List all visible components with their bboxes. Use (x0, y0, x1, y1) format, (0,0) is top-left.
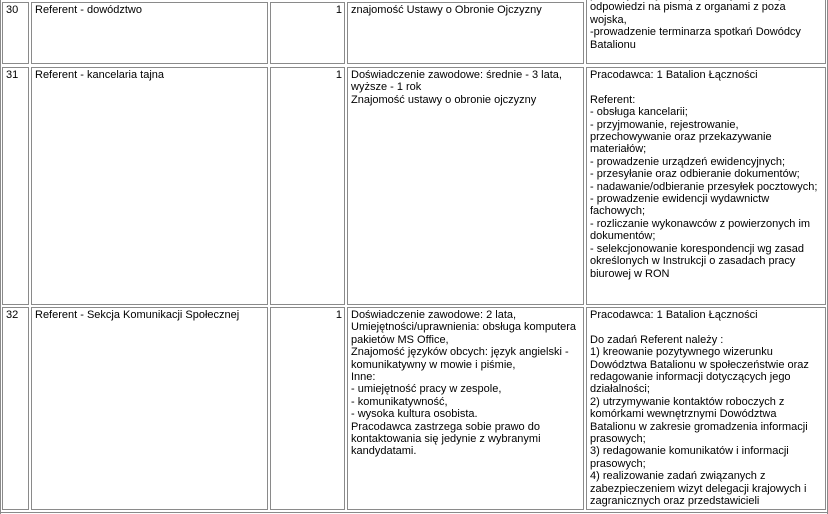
row-30-count: 1 (270, 2, 345, 64)
table-bottom-border (0, 512, 828, 513)
row-31-count: 1 (270, 67, 345, 305)
row-31-position: Referent - kancelaria tajna (31, 67, 268, 305)
row-30-number: 30 (2, 2, 29, 64)
row-32-requirements: Doświadczenie zawodowe: 2 lata, Umiejętności/uprawnienia: obsługa komputera pakietów MS Office, Znajomość języków obcych: język angielski - komunikatywny w mowie i piśmie, Inne: - umiejętność pracy w zespole, - komunikatywność, - wysoka kultura osobista. Pracodawca zastrzega sobie prawo do kontaktowania się jedynie z wybranymi kandydatami. (347, 307, 584, 510)
row-30-requirements: znajomość Ustawy o Obronie Ojczyzny (347, 2, 584, 64)
row-30-position: Referent - dowództwo (31, 2, 268, 64)
row-31-duties: Pracodawca: 1 Batalion Łączności Referent: - obsługa kancelarii; - przyjmowanie, rejestrowanie, przechowywanie oraz przekazywanie materiałów; - prowadzenie urządzeń ewidencyjnych; - przesyłanie oraz odbieranie dokumentów; - nadawanie/odbieranie przesyłek pocztowych; - prowadzenie ewidencji wydawnictw fachowych; - rozliczanie wykonawców z powierzonych im dokumentów; - selekcjonowanie korespondencji wg zasad określonych w Instrukcji o zasadach pracy biurowej w RON (586, 67, 826, 305)
row-32-number: 32 (2, 307, 29, 510)
row-31-number: 31 (2, 67, 29, 305)
row-32-count: 1 (270, 307, 345, 510)
row-32-position: Referent - Sekcja Komunikacji Społecznej (31, 307, 268, 510)
row-32-duties: Pracodawca: 1 Batalion Łączności Do zadań Referent należy : 1) kreowanie pozytywnego wizerunku Dowództwa Batalionu w społeczeństwie oraz redagowanie informacji dotyczących jego działalności; 2) utrzymywanie kontaktów roboczych z komórkami wewnętrznymi Dowództwa Batalionu w zakresie gromadzenia informacji prasowych; 3) redagowanie komunikatów i informacji prasowych; 4) realizowanie zadań związanych z zabezpieczeniem wizyt delegacji krajowych i zagranicznych oraz przedstawicieli (586, 307, 826, 510)
table-left-border (0, 0, 1, 514)
row-30-duties: odpowiedzi na pisma z organami z poza wojska, -prowadzenie terminarza spotkań Dowódcy Batalionu (586, 0, 826, 64)
row-31-requirements: Doświadczenie zawodowe: średnie - 3 lata, wyższe - 1 rok Znajomość ustawy o obronie ojczyzny (347, 67, 584, 305)
